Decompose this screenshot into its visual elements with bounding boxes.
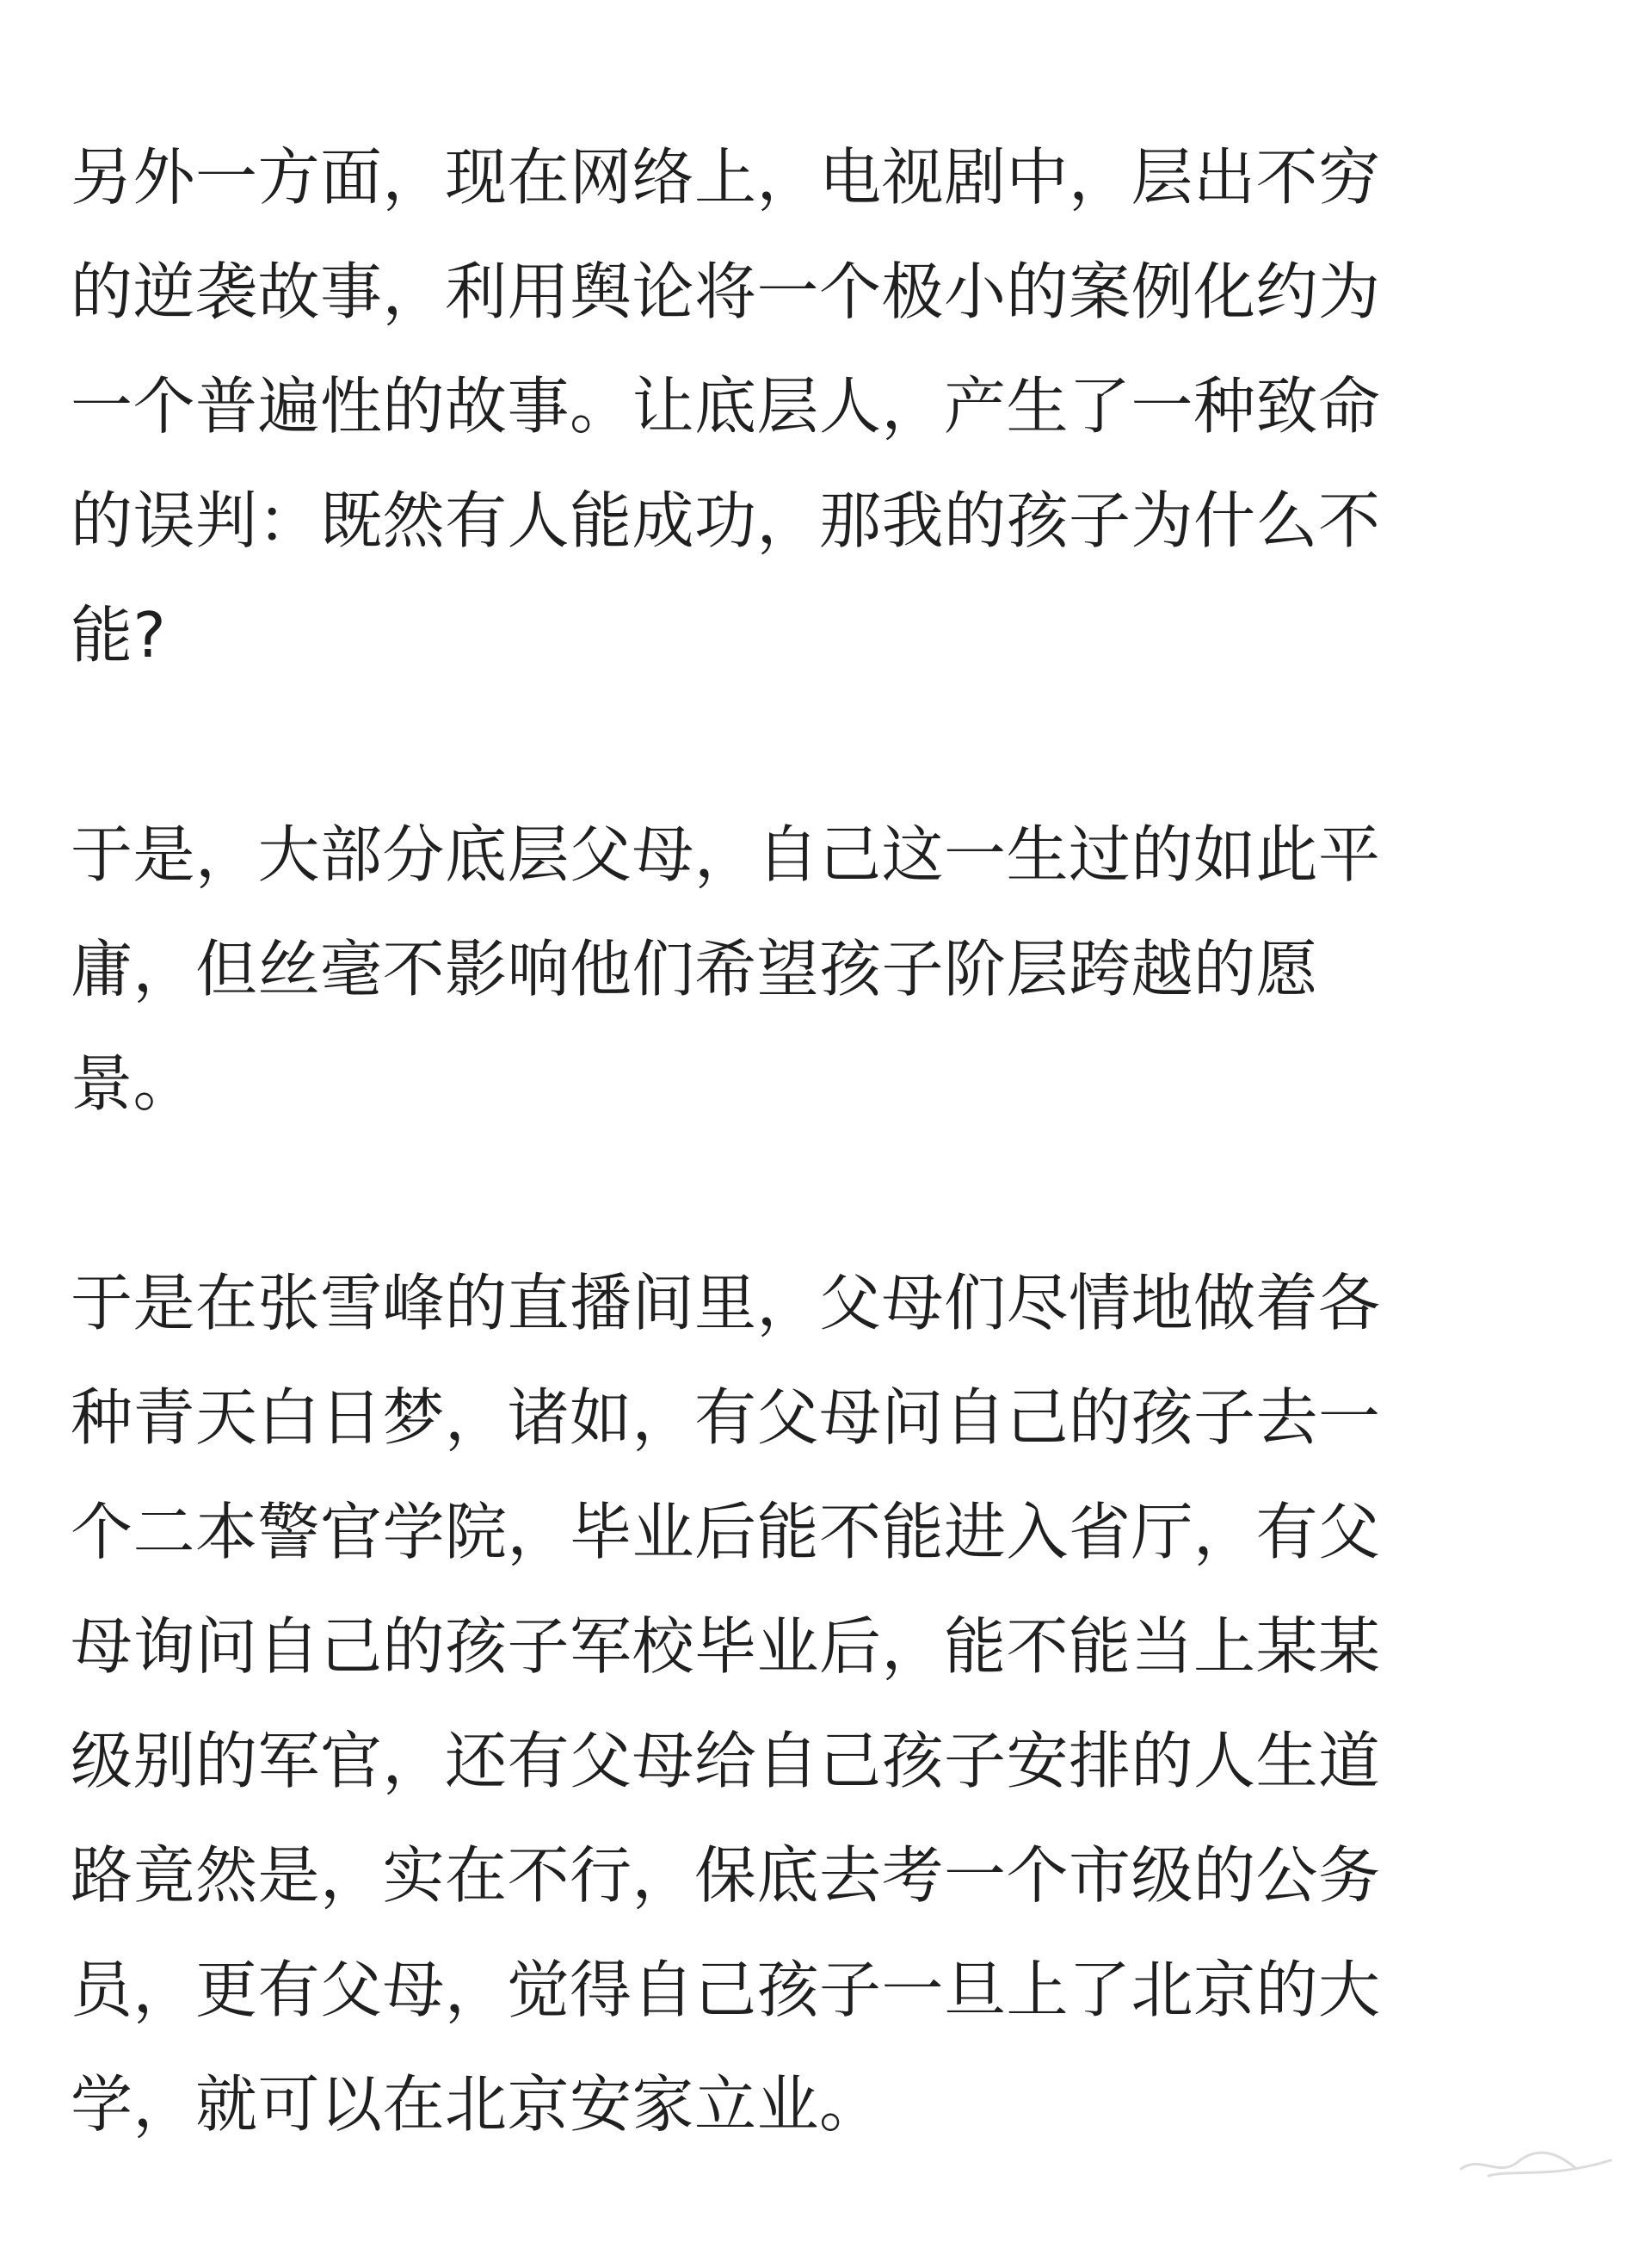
text-line: 母询问自己的孩子军校毕业后，能不能当上某某 bbox=[71, 1610, 1381, 1683]
paragraph-1 bbox=[71, 120, 1568, 693]
text-line: 庸，但丝毫不影响他们希望孩子阶层跨越的愿 bbox=[71, 933, 1319, 1005]
text-line: 路竟然是，实在不行，保底去考一个市级的公务 bbox=[71, 1839, 1381, 1912]
text-line: 于是，大部分底层父母，自己这一生过的如此平 bbox=[71, 818, 1381, 891]
text-line: 另外一方面，现在网络上，电视剧中，层出不穷 bbox=[71, 141, 1381, 213]
text-line: 能? bbox=[71, 599, 167, 671]
text-line: 个二本警官学院，毕业后能不能进入省厅，有父 bbox=[71, 1496, 1381, 1568]
text-line: 种青天白日梦，诸如，有父母问自己的孩子去一 bbox=[71, 1381, 1381, 1454]
text-line: 的误判：既然有人能成功，那我的孩子为什么不 bbox=[71, 485, 1381, 557]
text-line: 一个普遍性的故事。让底层人，产生了一种致命 bbox=[71, 370, 1381, 442]
text-line: 级别的军官，还有父母给自己孩子安排的人生道 bbox=[71, 1725, 1381, 1797]
paragraph-2 bbox=[71, 798, 1568, 1141]
text-line: 景。 bbox=[71, 1047, 196, 1120]
text-line: 学，就可以在北京安家立业。 bbox=[71, 2068, 882, 2140]
text-line: 于是在张雪峰的直播间里，父母们尽情地做着各 bbox=[71, 1267, 1381, 1339]
text-line: 的逆袭故事，利用舆论将一个极小的案例化约为 bbox=[71, 256, 1381, 328]
article-body bbox=[71, 120, 1568, 2267]
text-line: 员，更有父母，觉得自己孩子一旦上了北京的大 bbox=[71, 1954, 1381, 2026]
watermark-logo bbox=[1454, 2143, 1618, 2184]
paragraph-3 bbox=[71, 1246, 1568, 2162]
